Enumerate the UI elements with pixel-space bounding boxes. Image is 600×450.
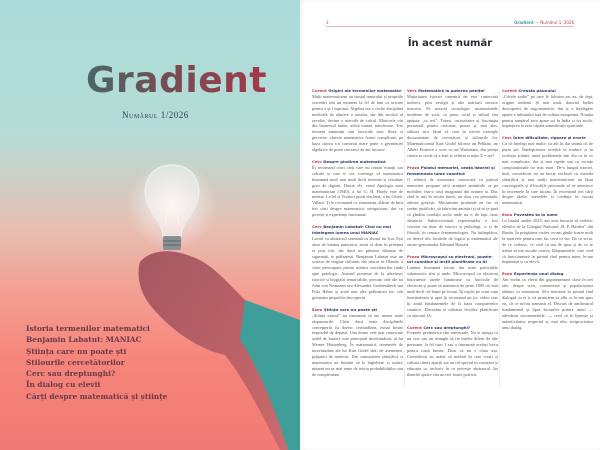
article-category: Proza [407,164,420,170]
article-body: Cu cît înțelegi mai multe, cu atît îți dai seama cît de puțin știi. Înțelepciunea acrețită se traduce și în evoluția științei, unde problemele sînt din ce în ce mai complicate, dar și mai rapide sau cu cerințe computaționale tot mai mari. De-a lungul istoriei, însă, cercetătorii nu au lucrat exclusiv cu metoda științifică și mai mulți matematicieni au lăsat convingerile și filosofiile personale să se amestece în teoremele la care lucrau. Îți recomand trei cărți despre ideile, metodele și credința în istoria matematicii. [502,141,593,206]
article-body: „Știința exactă” nu înseamnă că are mereu toate răspunsurile. Chiar dacă toate disciplinele concepțeriii își doresc certitudinea, există limite imposibil de depășit. Una dintre cele mai cunoscute astfel de bariere este principiul incertitudinii, al lui Werner Heisenberg. În matematică, teoremele de incertitudine ale lui Kurt Gödel sînt, de asemenea, prăpastii de netrecut. Dar cunoașterea științifică și matematica au limitări să le înglobeze și astăzi, nimeni nu se mai teme de teoria probabilităților sau de complexitate. [312,312,403,377]
article-category: Curent [312,88,327,93]
cover-contents-list [26,323,167,402]
running-title [514,20,574,25]
running-brand: Gradient [514,20,534,25]
article-title: Palatul memoriei, ceața istoriei și fenomenala lume cuantică [407,164,495,176]
cover-headline: Cerc sau dreptunghi? [26,369,116,379]
running-issue: — Numărul 1, 2026 [533,20,574,25]
article-category: Curent [502,88,517,93]
cover-headline: În dialog cu elevii [26,380,101,390]
article-body: O tehnică de memorare cunoscută ca palatul memoriei propune să-ți aranjezi amintirile ca pe mobilier, într-o casă imaginară din mintea ta. Dar, cînd te uiți în istoria lumii, nu doar cea personală, adesea greșești. Mecanisme profunde ne fac să creăm justificări, să fabricăm amintiri și să ni se pară că gîndim corelații acolo unde nu e, de fapt, doar aleatoriu. Subiectivismul experiențelor a fost cercetat nu doar de istorici și psihologi, ci și de filosofi, în ramura fenomenologiei. Nu întîmplător, ea derivă din lucrările de logică și matematică ale austro-germanului Edmund Husserl. [407,176,498,247]
column-divider [499,88,500,388]
article-body: Am vorbit cu elevii din gupinepreame clase în trei zile: despre scris, comunicare și popularizarea științei cu entuziasm. M-a interesat în primul rînd dialogul cu ei și vă permitem să aflu ce le-am spus eu, cît ce mi-au transmis el. Discurs de amfiteatrul fundamental și lipsa lecturilor printre tineri — adevăruri incomentabile —, cred că le lipsește și autenticitatea, respectul și, mai ales, reciprocitatea unui dialog. [502,277,593,330]
article-category: Proza [407,253,420,259]
article-body: Majoritatea istoriei omenirii ne este cunoscută indirect, prin vestigii și alte mărturii istorice neacrise. Pe această cronologie, instrumentele moderne de scris, ca pana, tocul și stiloul sînt apărute „ca ieri”. Totuși, curiozitatea și fascinația personală pentru creioane, pixuri și, mai ales, stilouri m-a făcut să caut în istorie exemple documentate de cercetători și stilourile lor. Matematicianul Kurt Gödel folosea un Pelikan, iar Albert Einstein a scris cu un Waterman, din penița căruia se crede că a ieșit și celebra ecuație E = mc². [407,93,498,158]
contents-page [300,0,600,450]
article-title: Creasta păunului [518,88,556,93]
magazine-title: Gradient [86,60,267,101]
article-category: Cerc [312,224,322,230]
cover-headline: Cărți despre matematică și științe [26,391,168,401]
page-title: În acest număr [407,38,493,49]
article-category: Cerc [312,158,322,164]
article-title: Benjamin Labatut: Cînd nu mai înțelegem lumea unui MANIAC [312,224,391,235]
column [312,88,403,384]
article-summary [407,254,498,319]
article-body: Lumina înseamnă fotoni, dar toate particulele subatomice sînt și unde. Microscopul cu electroni înlocuiește razele luminoase cu fascicule de electroni și poate să mărească de peste 1000 ori mai mult decît cel bazat pe fotoni. Îți explic pe scurt cum funcționează și apoi îți recomand un joc video care îți arată fundamentele de la baza computerelor cuantice. Discutăm și calitatea lecțiilor planificate cu ajutorul IA. [407,265,498,318]
cover-headline: Istoria termenilor matematici [26,324,150,333]
running-header [326,19,574,27]
article-category: Curent [407,324,422,330]
article-summary [407,88,498,159]
article-title: Povestea ta în lume [513,212,558,218]
article-category: Vers [407,88,417,93]
article-summary [312,88,403,153]
article-summary [502,88,593,129]
article-title: Matematică la puterea penițel [418,88,485,93]
article-summary [502,212,593,265]
article-summary [407,325,498,378]
article-category: Cerc [502,135,512,141]
article-category: Eseu [312,306,323,312]
article-title: Originl ale termenilor matematici [328,88,402,93]
article-summary [502,135,593,206]
column-divider [404,88,405,388]
article-summary [407,165,498,248]
article-body: Lucrul cu abstractul seamănă cu zborul lui Icar. Ești atras de lumina puternică, simți că doar în preajma ei poți trăi, dar dacă nu păstrezi distanța de siguranță, te prăbușești. Benjamin Labatut este un scriitor de origine chiliană, dar născut în Olanda, a cărui preocupare pentru mintea cercetătorilor tinde spre patologic. Autorul pornește de la adevăruri istorice și biografii remarcabile, precum cele ale lui John von Neumann sau Alexander Grothendieck sau Fritz Haber și arată mai ales prăbușirea lor, sub greutatea propriilor descoperiri. [312,235,403,300]
cover-headline: Stilourile cercetătorilor [26,357,125,367]
article-title: Între dificultate, rigoare și erorie [513,135,586,141]
article-body: „Cifrele arabe” pe care le folosim azi au, de fapt, origine indiană. Și mai mult, datorită Indiei descoperiri de trigonometrie, dar și o înțelegere aparte a infinitului față de cultura europeană. Notația pentru numărul zero apare tot în India și tot acolo, împărțirea la zero căpătă semnificații spirituale. [502,93,593,129]
article-title: Microscopul cu electroni, puzzle-uri cuantice și lecții planificate cu AI [407,253,493,265]
article-body: Îți recomand cinci cărți care nu conțin ecuații sau calcule și care te vor convinge că matematica înseamnă mult mai mult decît teoreme și rezultate greu de digerat. Dintre ele, eseul Apologia unui matematician (1940), a lui G. H. Hardy este de neratat. La fel și Visători pirați din lună, a lui Cédric Villani. Ți le recomand cu entuziasm, alături de încă trei cărți despre matematică: neriguroase, dar cu povești și experiențe fascinante. [312,164,403,218]
article-title: Experiența unui dialog [513,271,564,277]
column [502,88,593,336]
issue-number: Numărul 1/2026 [122,110,189,120]
article-body: La finalul anului 2025, am avut bucuria să vorbesc elevilor de la Colegiul Național „B. P. Hasdeu” din Buzău. În pregătirea vizitei, m-am gîndit foarte mult la motivele pentru care fac ceea ce fac. De ce scriu, de ce vorbesc, ce cred că am de spus și de ce ar trebui să mă asculte cineva. Răspunsurile, care cred că funcționează în primul rînd pentru mine, le-am împărtășit și cu elevii. [502,218,593,265]
article-body: Mulți matematicieni au simțul umorului și propriile cercetări sînt un moment la fel de bun ca oricare pentru a și-l exprima. Algebra era o veche disciplină medicală de aliniere a oaselor, dar din secolul al zecelea, devine o metodă de calcul. Matricele vin din latinescul mater, adică mamă, născătoare. Trei termeni amuzanți sînt fascicule moi, fluxe și perverse: obiecte matematice foarte complicate, pe baza cărora s-a construit mare parte a geometriei algebrice de peste cincizeci de ani încoace. [312,93,403,153]
article-title: Cerc sau dreptunghi? [423,324,471,330]
article-summary [312,159,403,218]
article-heading[interactable] [407,165,498,177]
page-number: 3 [326,20,329,25]
article-title: Despre gîndirea matematică [323,158,386,164]
article-heading[interactable] [312,224,403,236]
article-summary [502,271,593,330]
article-body: Formele geometrice sînt universale. Nu te aștepți ca un cerc sau un triunghi să fie înțelse diferit de alte persoane, la fel cum 1 sau π înseamnă același lucru pentru toată lumea. Doar că nu e chiar așa. Cercetătorii au arătat că mediul în care crești și cultura căreia aparții are un rol special în creșterea și educația ta, inclusiv în ce privește abstractul. Iar ilustrile optice sînt un test foarte potrivit. [407,330,498,377]
cover-headline: Știința care nu poate ști [26,346,127,356]
article-title: Știința care nu poate ști [323,306,378,312]
cover-headline: Benjamin Labatut: MANIAC [26,335,142,345]
article-heading[interactable] [407,254,498,266]
article-summary [312,307,403,378]
article-category: Eseu [502,271,513,277]
column [407,88,498,384]
article-summary [312,224,403,301]
article-category: Eseu [502,212,513,218]
